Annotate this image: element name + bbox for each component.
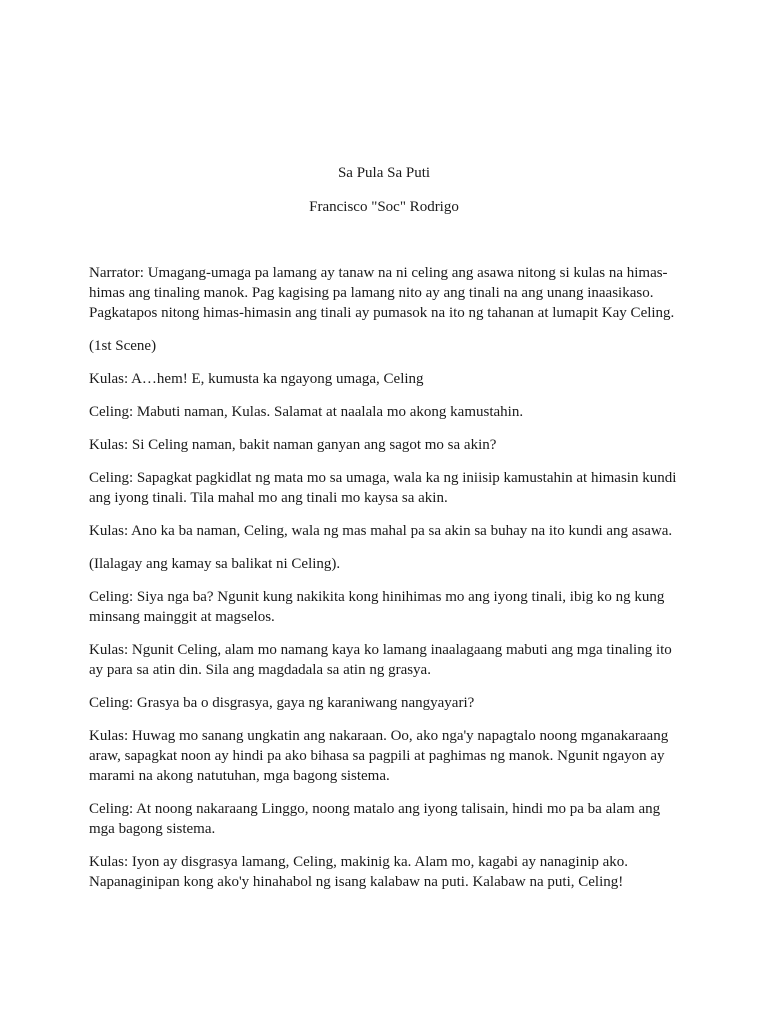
dialogue-line: Kulas: A…hem! E, kumusta ka ngayong umaga, Celing [89, 371, 424, 387]
dialogue-line: Kulas: Ano ka ba naman, Celing, wala ng mas mahal pa sa akin sa buhay na ito kundi ang asawa. [89, 523, 673, 539]
document-author: Francisco "Soc" Rodrigo [309, 199, 459, 215]
dialogue-line: Kulas: Iyon ay disgrasya lamang, Celing, makinig ka. Alam mo, kagabi ay nanaginip ako. Napanaginipan kong ako'y hinahabol ng isang kalabaw na puti. Kalabaw na puti, Celing! [89, 854, 629, 890]
dialogue-line: Celing: Grasya ba o disgrasya, gaya ng karaniwang nangyayari? [89, 695, 475, 711]
dialogue-line: Celing: Siya nga ba? Ngunit kung nakikita kong hinihimas mo ang iyong tinali, ibig ko ng kung minsang mainggit at magselos. [89, 589, 665, 625]
dialogue-line: Celing: At noong nakaraang Linggo, noong matalo ang iyong talisain, hindi mo pa ba alam ang mga bagong sistema. [89, 801, 661, 837]
dialogue-line: Kulas: Ngunit Celing, alam mo namang kaya ko lamang inaalagaang mabuti ang mga tinaling ito ay para sa atin din. Sila ang magdadala sa atin ng grasya. [89, 642, 672, 678]
dialogue-line: Kulas: Huwag mo sanang ungkatin ang nakaraan. Oo, ako nga'y napagtalo noong mganakaraang araw, sapagkat noon ay hindi pa ako bihasa sa pagpili at paghimas ng manok. Ngunit ngayon ay marami na akong natutuhan, mga bagong sistema. [89, 728, 669, 784]
document-title: Sa Pula Sa Puti [337, 165, 431, 181]
document-body [89, 263, 689, 905]
paragraph-scene-heading: (1st Scene) [89, 338, 157, 354]
dialogue-line: Celing: Mabuti naman, Kulas. Salamat at naalala mo akong kamustahin. [89, 404, 524, 420]
dialogue-line: Kulas: Si Celing naman, bakit naman ganyan ang sagot mo sa akin? [89, 437, 497, 453]
stage-direction: (Ilalagay ang kamay sa balikat ni Celing). [89, 556, 341, 572]
paragraph-narrator-intro: Narrator: Umagang-umaga pa lamang ay tanaw na ni celing ang asawa nitong si kulas na himas-himas ang tinaling manok. Pag kagising pa lamang nito ay ang tinali na ang unang inaasikaso. Pagkatapos nitong himas-himasin ang tinali ay pumasok na ito ng tahanan at lumapit Kay Celing. [89, 265, 675, 321]
dialogue-line: Celing: Sapagkat pagkidlat ng mata mo sa umaga, wala ka ng iniisip kamustahin at himasin kundi ang iyong tinali. Tila mahal mo ang tinali mo kaysa sa akin. [89, 470, 677, 506]
